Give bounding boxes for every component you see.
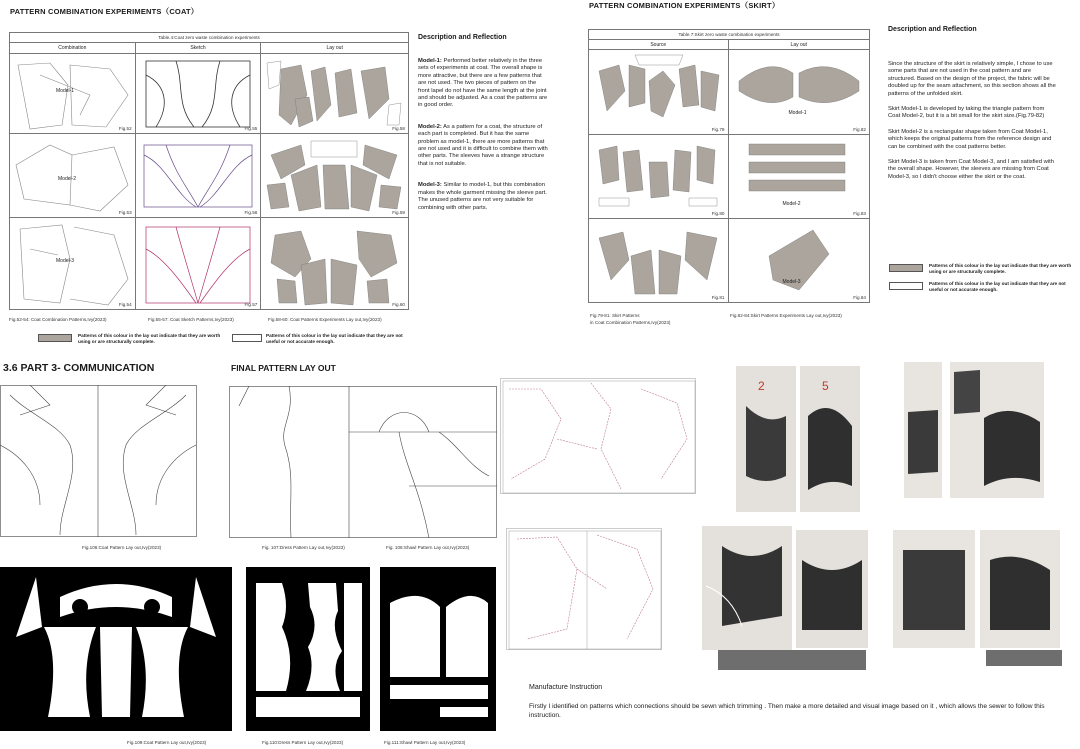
fig-111-caption: Fig.111:Shawl Pattern Lay out,Ivy(2023) [384, 740, 466, 745]
communication-title: 3.6 PART 3- COMMUNICATION [3, 362, 155, 374]
coat-desc-model3-text: Similar to model-1, but this combination makes the whole garment missing the sleeve part. The unused patterns are not very suitable for combining with other parts. [418, 182, 547, 211]
coat-caption-sketch: Fig.55-57: Coat Sketch Patterns,Ivy(2023) [148, 317, 234, 322]
skirt-layout-model1 [728, 50, 870, 135]
fabric-photo-strip-drawing [718, 650, 866, 670]
skirt-header-layout: Lay out [728, 40, 870, 50]
skirt-caption-left-2: in Coat Combination Patterns,Ivy(2023) [590, 320, 671, 325]
fig-55: Fig.55 [244, 126, 258, 131]
fig-106-caption: Fig.106:Coat Pattern Lay out,Ivy(2023) [82, 545, 162, 550]
coat-layout-model2 [261, 134, 409, 218]
fabric-photo-drawing-1 [736, 366, 796, 512]
fabric-photo-drawing-8 [980, 530, 1060, 648]
coat-model3-label: Model-3 [56, 258, 75, 264]
fig-79: Fig.79 [711, 127, 725, 132]
coat-sketch-model2 [135, 134, 261, 218]
skirt-legend-filled-text: Patterns of this colour in the lay out indicate that they are worth using or are structurally complete. [929, 263, 1072, 274]
fig-82: Fig.82 [853, 127, 866, 132]
coat-caption-combination: Fig.52-54: Coat Combination Patterns,Ivy(2023) [9, 317, 107, 322]
fabric-photo-5 [702, 526, 792, 650]
coat-combination-model1 [10, 54, 136, 134]
fabric-photo-1 [736, 366, 796, 512]
skirt-legend-empty-text: Patterns of this colour in the lay out indicate that they are not useful or not accurate enough. [929, 281, 1066, 292]
coat-table-caption: Table.4:Coat zero waste combination experiments [9, 32, 409, 42]
fig-81: Fig.81 [711, 295, 725, 300]
annotated-pattern-sketch-1 [500, 378, 696, 494]
fig-84: Fig.84 [853, 295, 866, 300]
skirt-desc-p3: Skirt Model-2 is a rectangular shape taken from Coat Model-1, which keeps the original patterns from the reference design and can be combined with the coat patterns better. [888, 128, 1052, 150]
coat-legend-filled-text: Patterns of this colour in the lay out indicate that they are worth using or are structurally complete. [78, 333, 221, 344]
coat-legend-empty-swatch [232, 334, 262, 342]
coat-layout-model3 [261, 218, 409, 310]
coat-sketch-drawing-1 [136, 55, 260, 133]
fig-58: Fig.58 [392, 126, 405, 131]
skirt-layout-model3 [728, 219, 870, 303]
coat-header-combination: Combination [10, 43, 136, 54]
skirt-source-model3 [589, 219, 729, 303]
coat-combination-model2 [10, 134, 136, 218]
skirt-header-source: Source [589, 40, 729, 50]
fabric-photo-drawing-5 [702, 526, 792, 650]
dress-stencil-layout [246, 567, 370, 731]
coat-sketch-model1 [135, 54, 261, 134]
fig-52: Fig.52 [118, 126, 132, 131]
coat-section-title: PATTERN COMBINATION EXPERIMENTS（COAT） [10, 7, 199, 16]
final-layout-title: FINAL PATTERN LAY OUT [231, 363, 336, 373]
dress-shawl-line-drawing [229, 386, 497, 538]
coat-table [9, 42, 409, 310]
coat-layout-model1 [261, 54, 409, 134]
coat-sketch-model3 [135, 218, 261, 310]
coat-desc-model1-label: Model-1: [418, 58, 442, 64]
dress-stencil-drawing [246, 567, 370, 731]
skirt-section-title: PATTERN COMBINATION EXPERIMENTS（SKIRT） [589, 1, 780, 10]
fig-108-caption: Fig. 108:Shawl Pattern Lay out,Ivy(2023) [386, 545, 470, 550]
fabric-photo-drawing-2 [800, 366, 860, 512]
fabric-photo-strip-drawing-2 [986, 650, 1062, 666]
fabric-photo-drawing-4 [950, 362, 1044, 498]
fig-53: Fig.53 [118, 210, 132, 215]
fabric-photo-drawing-3 [904, 362, 942, 498]
skirt-desc-p2: Skirt Model-1 is developed by taking the triangle pattern from Coat Model-2, but it is a bit small for the skirt size.(Fig.79-82) [888, 106, 1045, 120]
skirt-caption-left-1: Fig.79-81: Skirt Patterns [590, 313, 640, 318]
fig-56: Fig.56 [244, 210, 258, 215]
coat-model2-label: Model-2 [58, 176, 77, 182]
coat-header-layout: Lay out [261, 43, 409, 54]
fig-83: Fig.83 [853, 211, 866, 216]
fabric-photo-drawing-6 [796, 530, 868, 648]
fabric-photo-strip [718, 650, 866, 670]
svg-text:2: 2 [758, 379, 765, 393]
fabric-photo-drawing-7 [893, 530, 975, 648]
skirt-layout-model2-label: Model-2 [782, 201, 801, 207]
skirt-source-drawing-3 [589, 220, 727, 302]
coat-sketch-drawing-3 [136, 219, 260, 309]
shawl-stencil-layout [380, 567, 496, 731]
shawl-stencil-drawing [380, 567, 496, 731]
coat-desc-model2 [418, 124, 548, 168]
fabric-photo-strip-2 [986, 650, 1062, 666]
fig-107-caption: Fig. 107:Dress Pattern Lay out,Ivy(2023) [262, 545, 345, 550]
skirt-table [588, 39, 870, 303]
manufacture-text: Firstly I identified on patterns which connections should be sewn which trimming . Then make a more detailed and visual image based on it , which allows the sewer to follow this instruction. [529, 703, 1045, 719]
coat-desc-model3 [418, 182, 548, 212]
fabric-photo-4 [950, 362, 1044, 498]
coat-table-caption-row [9, 32, 409, 42]
coat-model1-label: Model-1 [56, 88, 75, 94]
coat-desc-model1 [418, 58, 548, 110]
fig-54: Fig.54 [118, 302, 132, 307]
skirt-source-model1 [589, 50, 729, 135]
skirt-source-drawing-2 [589, 136, 727, 218]
skirt-legend-empty-swatch [889, 282, 923, 290]
coat-desc-model2-label: Model-2: [418, 123, 442, 130]
skirt-caption-right: Fig.82-84:Skirt Patterns Experiments Lay out,Ivy(2023) [730, 313, 842, 318]
coat-legend-empty-text: Patterns of this colour in the lay out indicate that they are not useful or not accurate enough. [266, 333, 403, 344]
coat-layout-drawing-3 [261, 219, 407, 309]
coat-legend-filled-swatch [38, 334, 72, 342]
skirt-desc-title: Description and Reflection [888, 26, 977, 33]
fabric-photo-3 [904, 362, 942, 498]
skirt-desc-p4: Skirt Model-3 is taken from Coat Model-3, and I am satisfied with the overall shape. However, the sleeves are missing from Coat Model-3, so I didn't choose either the skirt or the coat. [888, 159, 1054, 180]
skirt-desc-p1: Since the structure of the skirt is relatively simple, I chose to use some parts that are not used in the coat pattern and are structured. Based on the design of the project, the fabric will be doubled up for the seam attachment, so this section shows all the patterns of the unfolded skirt. [888, 61, 1056, 97]
coat-combination-model3 [10, 218, 136, 310]
fabric-photo-8 [980, 530, 1060, 648]
dress-shawl-line-layout [229, 386, 497, 538]
fig-109-caption: Fig.109:Coat Pattern Lay out,Ivy(2023) [127, 740, 207, 745]
coat-header-sketch: Sketch [135, 43, 261, 54]
annotated-sketch-drawing-1 [501, 379, 697, 495]
coat-desc-model2-text: As a pattern for a coat, the structure of each part is completed. But it has the same problem as model-1, there are more patterns that are not used and it is difficult to combine them with other parts. The sleeves have a strange structure that is not suitable. [418, 123, 548, 167]
coat-desc-model3-label: Model-3: [418, 182, 442, 189]
coat-caption-layout: Fig.58-60: Coat Patterns Experiments Lay out,Ivy(2023) [268, 317, 382, 322]
fig-110-caption: Fig.110:Dress Pattern Lay out,Ivy(2023) [262, 740, 344, 745]
fig-57: Fig.57 [244, 302, 258, 307]
coat-layout-drawing-2 [261, 135, 407, 217]
skirt-legend-filled-swatch [889, 264, 923, 272]
annotated-sketch-drawing-2 [507, 529, 663, 651]
skirt-table-caption: Table.7:Skirt zero waste combination experiments [588, 29, 870, 39]
fig-60: Fig.60 [392, 302, 405, 307]
skirt-source-drawing-1 [589, 51, 727, 133]
svg-text:5: 5 [822, 379, 829, 393]
coat-sketch-drawing-2 [136, 135, 260, 217]
coat-desc-model1-text: Performed better relatively in the three sets of experiments at coat. The overall shape is more attractive, but there are a few patterns that are not used. The two pieces of pattern on the front lapel do not have the same length at the joint and should be adjusted. As a coat the patterns are in good order. [418, 58, 548, 109]
annotated-pattern-sketch-2 [506, 528, 662, 650]
coat-stencil-drawing [0, 567, 232, 731]
coat-line-layout [0, 385, 197, 537]
coat-desc-title: Description and Reflection [418, 34, 507, 41]
fabric-photo-6 [796, 530, 868, 648]
coat-line-drawing [0, 385, 197, 537]
skirt-layout-drawing-1 [729, 51, 869, 133]
fig-59: Fig.59 [392, 210, 405, 215]
skirt-layout-model1-label: Model-1 [788, 110, 807, 116]
coat-layout-drawing-1 [261, 55, 407, 133]
manufacture-title: Manufacture Instruction [529, 684, 603, 691]
skirt-source-model2 [589, 135, 729, 219]
skirt-description [888, 26, 1058, 181]
fabric-photo-7 [893, 530, 975, 648]
skirt-layout-model2 [728, 135, 870, 219]
coat-description [418, 34, 548, 212]
skirt-layout-model3-label: Model-3 [782, 279, 801, 285]
skirt-layout-drawing-3 [729, 220, 869, 302]
fabric-photo-2 [800, 366, 860, 512]
coat-stencil-layout [0, 567, 232, 731]
fig-80: Fig.80 [711, 211, 725, 216]
